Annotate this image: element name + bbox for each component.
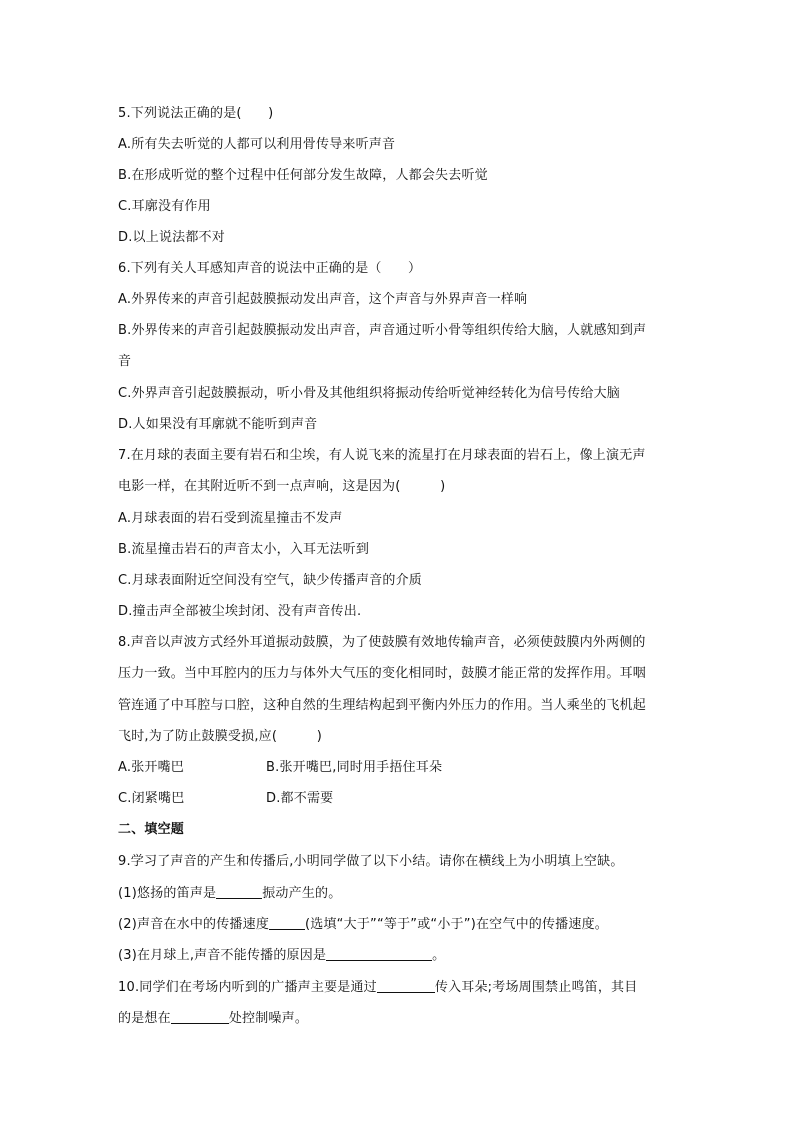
q5-stem: 5.下列说法正确的是( ) <box>118 106 274 121</box>
section-title: 二、填空题 <box>118 822 185 837</box>
q10-line1-before: 10.同学们在考场内听到的广播声主要是通过 <box>118 980 377 995</box>
q10-line1 <box>118 978 637 997</box>
q9-part3 <box>118 946 445 965</box>
q9-part2-before: (2)声音在水中的传播速度 <box>118 917 270 932</box>
q7-stem-line1: 7.在月球的表面主要有岩石和尘埃，有人说飞来的流星打在月球表面的岩石上，像上演无声 <box>118 448 646 463</box>
q9-part3-before: (3)在月球上,声音不能传播的原因是 <box>118 948 327 963</box>
q9-part2-blank <box>269 915 305 930</box>
q6-option-a: A.外界传来的声音引起鼓膜振动发出声音，这个声音与外界声音一样响 <box>118 292 528 307</box>
q7-option-d: D.撞击声全部被尘埃封闭、没有声音传出. <box>118 604 362 619</box>
q9-part3-blank <box>326 946 432 961</box>
q8-stem-line1: 8.声音以声波方式经外耳道振动鼓膜，为了使鼓膜有效地传输声音，必须使鼓膜内外两侧的 <box>118 635 646 650</box>
q9-part3-after: 。 <box>432 948 446 963</box>
q7-option-a: A.月球表面的岩石受到流星撞击不发声 <box>118 511 343 526</box>
q8-option-c: C.闭紧嘴巴 <box>118 791 185 806</box>
q7-option-c: C.月球表面附近空间没有空气，缺少传播声音的介质 <box>118 573 423 588</box>
q5-option-c: C.耳廓没有作用 <box>118 199 211 214</box>
q8-option-a: A.张开嘴巴 <box>118 760 184 775</box>
q9-part2 <box>118 915 608 934</box>
q9-part1-before: (1)悠扬的笛声是 <box>118 886 217 901</box>
q5-option-a: A.所有失去听觉的人都可以利用骨传导来听声音 <box>118 137 396 152</box>
q9-stem: 9.学习了声音的产生和传播后,小明同学做了以下小结。请你在横线上为小明填上空缺。 <box>118 854 624 869</box>
q8-option-b: B.张开嘴巴,同时用手捂住耳朵 <box>266 760 443 775</box>
q5-option-b: B.在形成听觉的整个过程中任何部分发生故障，人都会失去听觉 <box>118 168 488 183</box>
q5-option-d: D.以上说法都不对 <box>118 230 225 245</box>
q9-part1 <box>118 884 341 903</box>
q8-stem-line2: 压力一致。当中耳腔内的压力与体外大气压的变化相同时，鼓膜才能正常的发挥作用。耳咽 <box>118 666 647 681</box>
q6-option-c: C.外界声音引起鼓膜振动，听小骨及其他组织将振动传给听觉神经转化为信号传给大脑 <box>118 386 621 401</box>
q9-part1-blank <box>216 884 262 899</box>
q7-stem-line2: 电影一样，在其附近听不到一点声响，这是因为( ) <box>118 479 446 494</box>
q10-line1-after: 传入耳朵;考场周围禁止鸣笛，其目 <box>434 980 638 995</box>
q6-option-d: D.人如果没有耳廓就不能听到声音 <box>118 417 318 432</box>
q10-blank2 <box>171 1009 229 1024</box>
q8-option-d: D.都不需要 <box>266 791 334 806</box>
q6-option-b-line1: B.外界传来的声音引起鼓膜振动发出声音，声音通过听小骨等组织传给大脑，人就感知到声 <box>118 323 647 338</box>
q6-stem: 6.下列有关人耳感知声音的说法中正确的是（ ） <box>118 261 422 276</box>
q6-option-b-line2: 音 <box>118 354 132 369</box>
q10-line2-after: 处控制噪声。 <box>228 1011 309 1026</box>
q7-option-b: B.流星撞击岩石的声音太小，入耳无法听到 <box>118 542 370 557</box>
q8-stem-line3: 管连通了中耳腔与口腔，这种自然的生理结构起到平衡内外压力的作用。当人乘坐的飞机起 <box>118 698 647 713</box>
q9-part1-after: 振动产生的。 <box>262 886 342 901</box>
q8-stem-line4: 飞时,为了防止鼓膜受损,应( ) <box>118 729 323 744</box>
q9-part2-after: (选填“大于”“等于”或“小于”)在空气中的传播速度。 <box>305 917 608 932</box>
q10-line2-before: 的是想在 <box>118 1011 171 1026</box>
q10-line2 <box>118 1009 308 1028</box>
q10-blank1 <box>377 978 435 993</box>
